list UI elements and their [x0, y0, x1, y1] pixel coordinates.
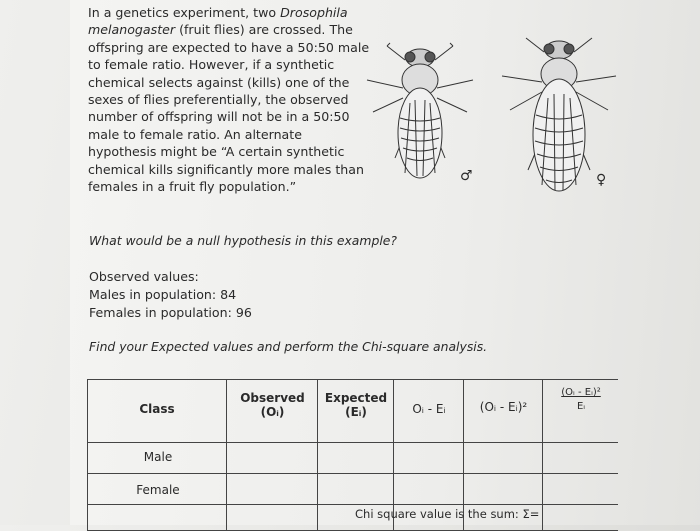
- header-observed: Observed (Oᵢ): [240, 391, 305, 419]
- observed-females: Females in population: 96: [89, 305, 252, 320]
- null-hypothesis-question: What would be a null hypothesis in this example?: [89, 233, 397, 248]
- chi-square-instruction: Find your Expected values and perform the Chi-square analysis.: [89, 339, 488, 354]
- header-expected: Expected (Eᵢ): [324, 391, 388, 419]
- observed-values-block: [89, 268, 252, 322]
- row-female-label: Female: [136, 483, 180, 497]
- header-o-minus-e: Oᵢ - Eᵢ: [412, 402, 446, 416]
- female-symbol: ♀: [596, 172, 607, 188]
- male-symbol: ♂: [460, 168, 473, 184]
- observed-heading: Observed values:: [89, 269, 199, 284]
- intro-paragraph: In a genetics experiment, two Drosophila melanogaster (fruit flies) are crossed. The offspring are expected to have a 50:50 male to female ratio. However, if a synthetic chemical selects against (kills) one of the sexes of flies preferentially, the observed number of offspring will not be in a 50:50 male to female ratio. An alternate hypothesis might be “A certain synthetic chemical kills significantly more males than females in a fruit fly population.”: [88, 5, 370, 195]
- header-chi-term: (Oᵢ - Eᵢ)² Eᵢ: [561, 387, 601, 412]
- chi-square-sum-label: Chi square value is the sum: Σ=: [355, 507, 540, 521]
- observed-males: Males in population: 84: [89, 287, 237, 302]
- header-class: Class: [139, 402, 175, 416]
- row-male-label: Male: [143, 450, 173, 464]
- header-o-minus-e-squared: (Oᵢ - Eᵢ)²: [479, 400, 528, 414]
- male-fly-illustration: [365, 28, 475, 188]
